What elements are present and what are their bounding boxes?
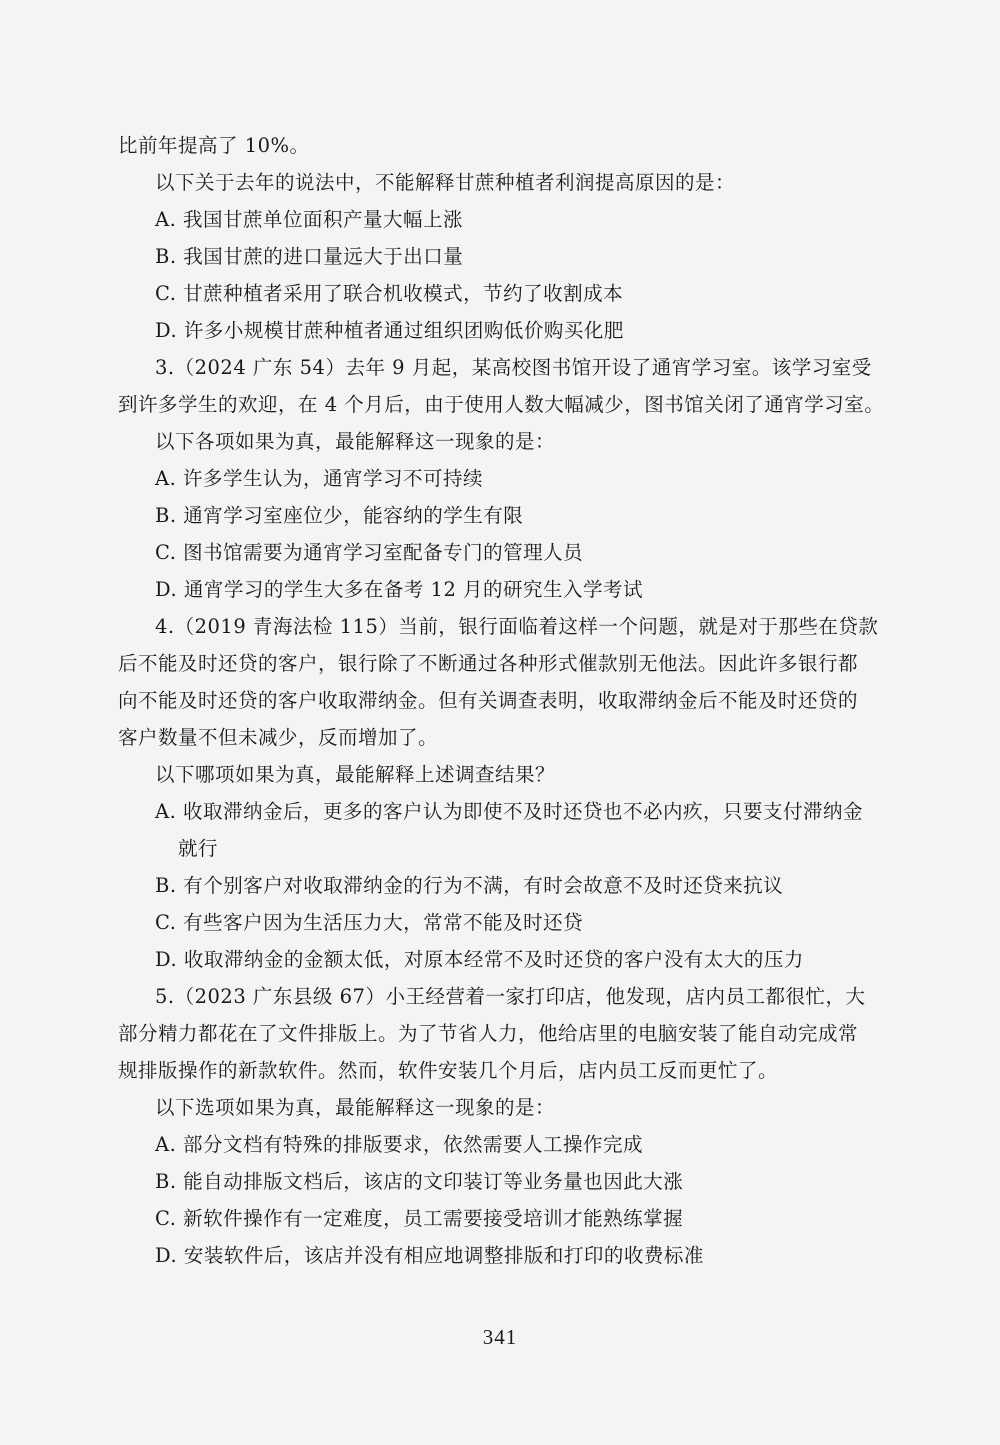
question-stem: 以下哪项如果为真，最能解释上述调查结果？ xyxy=(155,763,556,786)
option-a-continued: 就行 xyxy=(178,837,219,860)
option-b: B. 能自动排版文档后，该店的文印装订等业务量也因此大涨 xyxy=(155,1170,684,1193)
question-5-text: 5.（2023 广东县级 67）小王经营着一家打印店，他发现，店内员工都很忙，大 xyxy=(155,985,866,1008)
option-c: C. 新软件操作有一定难度，员工需要接受培训才能熟练掌握 xyxy=(155,1207,684,1230)
option-b: B. 有个别客户对收取滞纳金的行为不满，有时会故意不及时还贷来抗议 xyxy=(155,874,784,897)
page-number: 341 xyxy=(482,1325,518,1349)
question-3-text: 3.（2024 广东 54）去年 9 月起，某高校图书馆开设了通宵学习室。该学习室受 xyxy=(155,356,872,379)
text-line: 到许多学生的欢迎，在 4 个月后，由于使用人数大幅减少，图书馆关闭了通宵学习室。 xyxy=(118,393,885,416)
option-a: A. 部分文档有特殊的排版要求，依然需要人工操作完成 xyxy=(155,1133,643,1156)
option-b: B. 通宵学习室座位少，能容纳的学生有限 xyxy=(155,504,524,527)
text-line: 客户数量不但未减少，反而增加了。 xyxy=(118,726,439,749)
text-line: 后不能及时还贷的客户，银行除了不断通过各种形式催款别无他法。因此许多银行都 xyxy=(118,652,859,675)
text-line: 部分精力都花在了文件排版上。为了节省人力，他给店里的电脑安装了能自动完成常 xyxy=(118,1022,859,1045)
text-line: 向不能及时还贷的客户收取滞纳金。但有关调查表明，收取滞纳金后不能及时还贷的 xyxy=(118,689,859,712)
option-a: A. 许多学生认为，通宵学习不可持续 xyxy=(155,467,483,490)
option-d: D. 许多小规模甘蔗种植者通过组织团购低价购买化肥 xyxy=(155,319,624,342)
option-c: C. 图书馆需要为通宵学习室配备专门的管理人员 xyxy=(155,541,584,564)
text-line: 比前年提高了 10%。 xyxy=(118,134,310,157)
option-a: A. 收取滞纳金后，更多的客户认为即使不及时还贷也不必内疚，只要支付滞纳金 xyxy=(155,800,863,823)
option-d: D. 收取滞纳金的金额太低，对原本经常不及时还贷的客户没有太大的压力 xyxy=(155,948,804,971)
question-stem: 以下关于去年的说法中，不能解释甘蔗种植者利润提高原因的是： xyxy=(155,171,736,194)
option-c: C. 甘蔗种植者采用了联合机收模式，节约了收割成本 xyxy=(155,282,624,305)
question-stem: 以下选项如果为真，最能解释这一现象的是： xyxy=(155,1096,556,1119)
option-b: B. 我国甘蔗的进口量远大于出口量 xyxy=(155,245,464,268)
option-a: A. 我国甘蔗单位面积产量大幅上涨 xyxy=(155,208,463,231)
question-4-text: 4.（2019 青海法检 115）当前，银行面临着这样一个问题，就是对于那些在贷款 xyxy=(155,615,879,638)
question-stem: 以下各项如果为真，最能解释这一现象的是： xyxy=(155,430,556,453)
text-line: 规排版操作的新款软件。然而，软件安装几个月后，店内员工反而更忙了。 xyxy=(118,1059,779,1082)
option-d: D. 安装软件后，该店并没有相应地调整排版和打印的收费标准 xyxy=(155,1244,704,1267)
option-c: C. 有些客户因为生活压力大，常常不能及时还贷 xyxy=(155,911,584,934)
option-d: D. 通宵学习的学生大多在备考 12 月的研究生入学考试 xyxy=(155,578,644,601)
